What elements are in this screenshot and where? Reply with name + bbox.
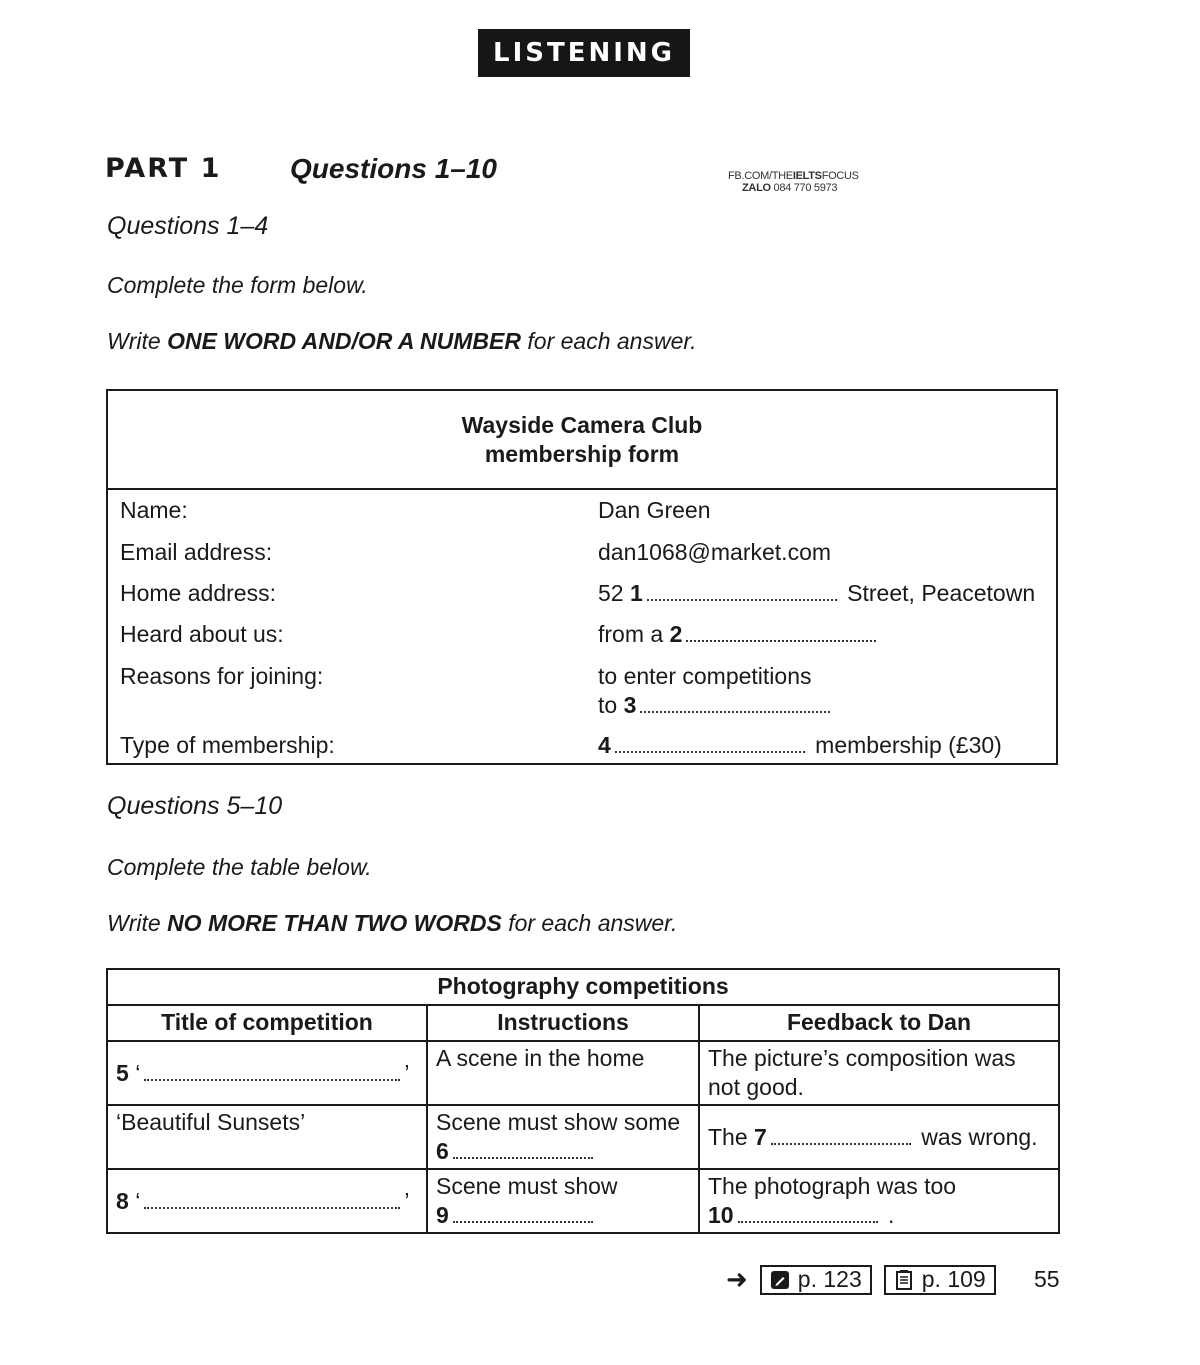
answer-blank-1[interactable] (647, 581, 837, 601)
table-row (107, 1169, 1059, 1233)
arrow-right-icon: ➜ (726, 1264, 748, 1294)
table-caption: Photography competitions (107, 969, 1059, 1005)
cell-feedback: The picture’s composition was not good. (699, 1041, 1059, 1105)
cell-instruction (427, 1105, 699, 1169)
page-number: 55 (1034, 1266, 1060, 1292)
question-number: 9 (436, 1202, 449, 1228)
question-number: 4 (598, 732, 611, 758)
answer-blank-8[interactable] (144, 1189, 400, 1209)
watermark-text: ZALO (742, 182, 771, 194)
competitions-table (106, 968, 1060, 1234)
form-label: Home address: (120, 580, 276, 606)
quote-mark: ‘ (135, 1187, 141, 1214)
question-number: 8 (116, 1187, 129, 1214)
pencil-box-icon (770, 1270, 790, 1290)
form-label: Reasons for joining: (120, 663, 324, 689)
instruction-text: for each answer. (501, 910, 678, 936)
question-number: 7 (754, 1123, 767, 1150)
membership-form (106, 389, 1058, 765)
answer-blank-5[interactable] (144, 1061, 400, 1081)
quote-mark: ‘ (135, 1059, 141, 1086)
form-value (598, 690, 834, 720)
form-title (108, 391, 1056, 490)
watermark-text: FB.COM/THE (728, 170, 793, 182)
transcript-reference[interactable] (884, 1265, 996, 1295)
answer-key-reference[interactable] (760, 1265, 872, 1295)
section2-heading: Questions 5–10 (107, 792, 283, 820)
instruction-text: for each answer. (521, 328, 697, 354)
answer-blank-7[interactable] (771, 1125, 911, 1145)
form-value: to enter competitions (598, 663, 812, 689)
value-text: from a (598, 621, 670, 647)
form-label: Type of membership: (120, 732, 335, 758)
quote-mark: ’ (404, 1187, 410, 1214)
cell-title (107, 1169, 427, 1233)
form-label: Name: (120, 497, 188, 523)
page-footer (726, 1264, 996, 1295)
watermark (728, 170, 859, 194)
watermark-text: FOCUS (821, 170, 859, 182)
cell-text: Scene must show (436, 1173, 618, 1199)
form-value (598, 578, 1035, 608)
cell-instruction: A scene in the home (427, 1041, 699, 1105)
section1-instruction1: Complete the form below. (107, 272, 368, 298)
form-value (598, 619, 880, 649)
answer-blank-9[interactable] (453, 1203, 593, 1223)
section1-instruction2 (107, 328, 697, 355)
form-title-line2: membership form (484, 440, 680, 467)
reference-text: p. 109 (921, 1266, 986, 1292)
reference-text: p. 123 (797, 1266, 862, 1292)
question-number: 2 (669, 621, 683, 647)
question-number: 6 (436, 1138, 449, 1164)
notepad-icon (894, 1270, 914, 1290)
column-header: Title of competition (107, 1005, 427, 1041)
cell-feedback (699, 1169, 1059, 1233)
answer-blank-10[interactable] (738, 1203, 878, 1223)
instruction-emphasis: NO MORE THAN TWO WORDS (167, 910, 502, 936)
column-header: Instructions (427, 1005, 699, 1041)
cell-text: The photograph was too (708, 1173, 957, 1199)
question-number: 10 (708, 1202, 734, 1228)
section2-instruction1: Complete the table below. (107, 854, 372, 880)
value-text: Street, Peacetown (840, 580, 1036, 606)
table-row (107, 1041, 1059, 1105)
form-label: Heard about us: (120, 621, 284, 647)
column-header: Feedback to Dan (699, 1005, 1059, 1041)
form-label: Email address: (120, 539, 273, 565)
cell-title: ‘Beautiful Sunsets’ (107, 1105, 427, 1169)
instruction-text: Write (107, 328, 168, 354)
section-badge (478, 29, 690, 77)
cell-feedback (699, 1105, 1059, 1169)
cell-title (107, 1041, 427, 1105)
value-text: to (598, 692, 624, 718)
watermark-text: 084 770 5973 (770, 182, 838, 194)
section1-heading: Questions 1–4 (107, 212, 269, 240)
section2-instruction2 (107, 910, 677, 937)
cell-instruction (427, 1169, 699, 1233)
answer-blank-4[interactable] (615, 733, 805, 753)
question-number: 3 (623, 692, 637, 718)
table-row (107, 1105, 1059, 1169)
answer-blank-3[interactable] (640, 693, 830, 713)
cell-text: was wrong. (914, 1123, 1038, 1150)
form-value (598, 730, 1002, 760)
question-number: 5 (116, 1059, 129, 1086)
answer-blank-6[interactable] (453, 1139, 593, 1159)
watermark-text: IELTS (792, 170, 822, 182)
instruction-emphasis: ONE WORD AND/OR A NUMBER (167, 328, 521, 354)
cell-text: Scene must show some (436, 1109, 681, 1135)
part-questions: Questions 1–10 (290, 153, 497, 184)
answer-blank-2[interactable] (686, 622, 876, 642)
form-title-line1: Wayside Camera Club (461, 411, 703, 438)
form-value: dan1068@market.com (598, 539, 832, 565)
cell-text: . (881, 1202, 895, 1228)
instruction-text: Write (107, 910, 168, 936)
question-number: 1 (629, 580, 643, 606)
form-value: Dan Green (598, 497, 711, 523)
value-text: membership (£30) (808, 732, 1002, 758)
cell-text: The (708, 1123, 755, 1150)
section-badge-label: LISTENING (493, 38, 675, 68)
value-text: 52 (598, 580, 630, 606)
part-label: PART 1 (105, 153, 222, 184)
quote-mark: ’ (404, 1059, 410, 1086)
